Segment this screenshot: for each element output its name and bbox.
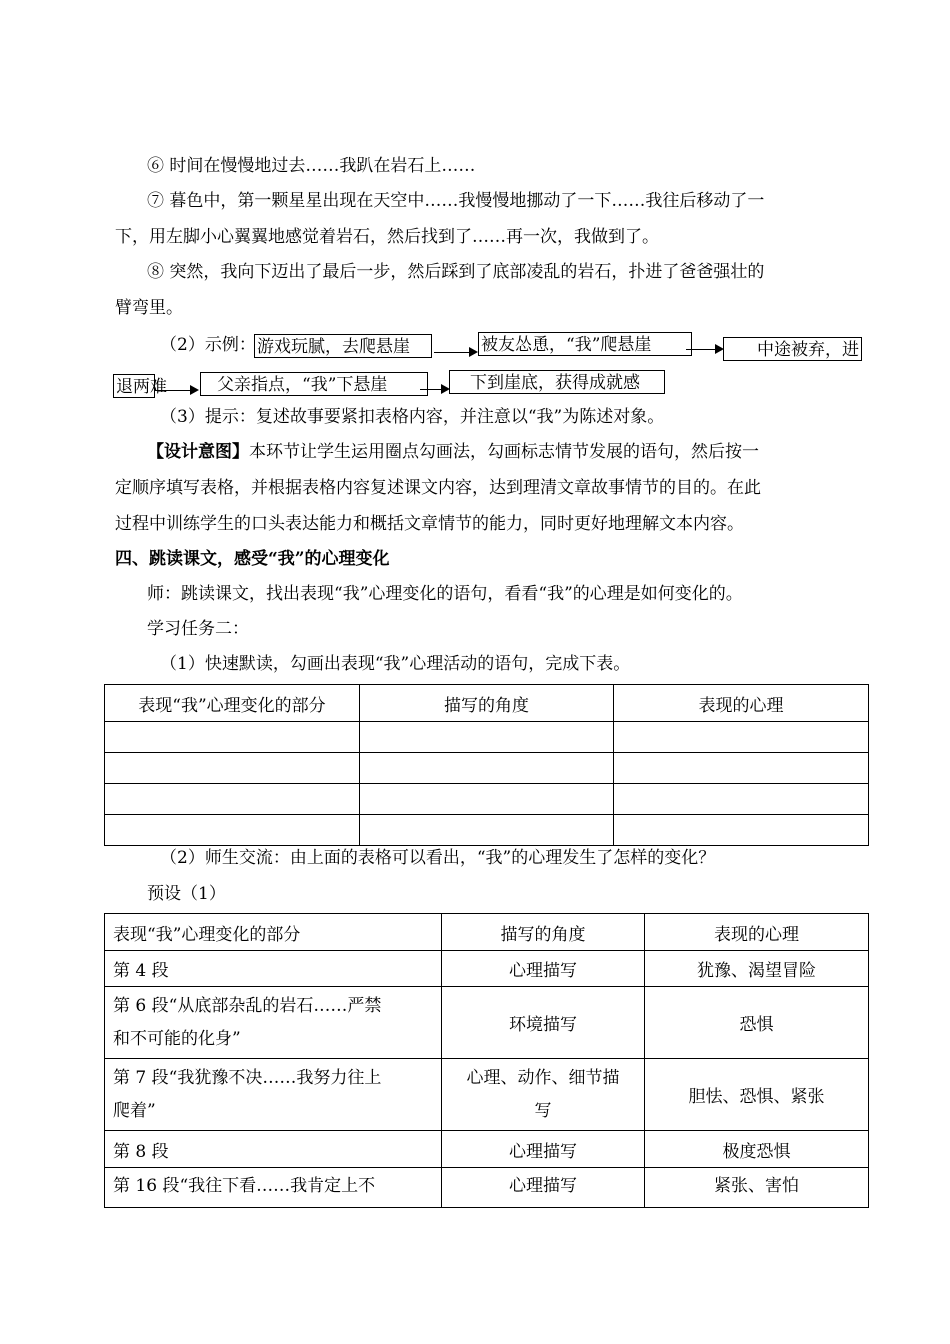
answer-header-angle: 描写的角度 <box>442 914 645 951</box>
flow-prefix: （2）示例： <box>160 335 256 355</box>
row-part: 第 8 段 <box>105 1131 442 1168</box>
blank-cell[interactable] <box>614 753 869 784</box>
row-mind: 恐惧 <box>645 987 869 1059</box>
blank-cell[interactable] <box>105 722 360 753</box>
row-angle: 心理描写 <box>442 1168 645 1208</box>
row-angle: 心理描写 <box>442 951 645 987</box>
row-angle <box>442 1059 645 1131</box>
flow-step-5: 下到崖底，获得成就感 <box>449 370 665 394</box>
table-row <box>105 1059 869 1131</box>
table-row <box>105 951 869 987</box>
blank-header-angle: 描写的角度 <box>360 685 614 722</box>
row-part <box>105 1059 442 1131</box>
preset-label: 预设（1） <box>147 884 226 904</box>
blank-header-mind: 表现的心理 <box>614 685 869 722</box>
row-angle-line-1: 心理、动作、细节描 <box>466 1067 620 1088</box>
blank-cell[interactable] <box>360 753 614 784</box>
flow-step-2: 被友怂恿，“我”爬悬崖 <box>478 332 692 356</box>
blank-cell[interactable] <box>360 815 614 846</box>
blank-cell[interactable] <box>360 722 614 753</box>
table-row <box>105 987 869 1059</box>
flow-step-1: 游戏玩腻，去爬悬崖 <box>254 334 432 358</box>
blank-header-part: 表现“我”心理变化的部分 <box>105 685 360 722</box>
flow-arrow-1 <box>434 352 476 353</box>
section-4-heading: 四、跳读课文，感受“我”的心理变化 <box>115 549 390 569</box>
answer-header-part: 表现“我”心理变化的部分 <box>105 914 442 951</box>
flow-step-3-continued: 退两难 <box>113 374 155 398</box>
task-step-1: （1）快速默读，勾画出表现“我”心理活动的语句，完成下表。 <box>160 654 631 674</box>
learning-task-2: 学习任务二： <box>147 619 249 639</box>
design-intent-line-3: 过程中训练学生的口头表达能力和概括文章情节的能力，同时更好地理解文本内容。 <box>115 514 744 534</box>
design-intent-text: 本环节让学生运用圈点勾画法，勾画标志情节发展的语句，然后按一 <box>249 442 759 462</box>
row-angle: 环境描写 <box>442 987 645 1059</box>
flow-step-4: 父亲指点，“我”下悬崖 <box>200 372 428 396</box>
blank-cell[interactable] <box>105 784 360 815</box>
answer-header-mind: 表现的心理 <box>645 914 869 951</box>
blank-cell[interactable] <box>614 815 869 846</box>
paragraph-6: ⑥ 时间在慢慢地过去……我趴在岩石上…… <box>147 156 476 176</box>
answer-table <box>104 913 869 1208</box>
flow-arrow-3 <box>155 390 197 391</box>
row-part-line-1: 第 7 段“我犹豫不决……我努力往上 <box>113 1067 382 1088</box>
row-part-line-2: 和不可能的化身” <box>113 1028 241 1049</box>
row-part <box>105 987 442 1059</box>
teacher-instruction: 师：跳读课文，找出表现“我”心理变化的语句，看看“我”的心理是如何变化的。 <box>147 584 743 604</box>
flow-step-3: 中途被弃，进 <box>723 337 862 361</box>
row-mind: 紧张、害怕 <box>645 1168 869 1208</box>
paragraph-7-line-2: 下，用左脚小心翼翼地感觉着岩石，然后找到了……再一次，我做到了。 <box>115 227 659 247</box>
row-angle-line-2: 写 <box>534 1100 552 1121</box>
row-mind: 极度恐惧 <box>645 1131 869 1168</box>
flow-arrow-4 <box>420 389 448 390</box>
design-intent-line-1 <box>147 440 759 464</box>
paragraph-8-line-1: ⑧ 突然，我向下迈出了最后一步，然后踩到了底部凌乱的岩石，扑进了爸爸强壮的 <box>147 262 765 282</box>
blank-worksheet-table <box>104 684 869 846</box>
row-part: 第 16 段“我往下看……我肯定上不 <box>105 1168 442 1208</box>
table-row <box>105 1168 869 1208</box>
table-row <box>105 1131 869 1168</box>
row-part-line-1: 第 6 段“从底部杂乱的岩石……严禁 <box>113 995 382 1016</box>
design-intent-line-2: 定顺序填写表格，并根据表格内容复述课文内容，达到理清文章故事情节的目的。在此 <box>115 478 761 498</box>
row-part-line-2: 爬着” <box>113 1100 156 1121</box>
paragraph-7-line-1: ⑦ 暮色中，第一颗星星出现在天空中……我慢慢地挪动了一下……我往后移动了一 <box>147 191 765 211</box>
row-part: 第 4 段 <box>105 951 442 987</box>
row-angle: 心理描写 <box>442 1131 645 1168</box>
paragraph-8-line-2: 臂弯里。 <box>115 298 183 318</box>
flow-arrow-2 <box>686 349 722 350</box>
design-intent-label: 【设计意图】 <box>147 442 249 462</box>
retelling-tip: （3）提示：复述故事要紧扣表格内容，并注意以“我”为陈述对象。 <box>160 407 665 427</box>
blank-cell[interactable] <box>614 722 869 753</box>
blank-cell[interactable] <box>614 784 869 815</box>
row-mind: 胆怯、恐惧、紧张 <box>645 1059 869 1131</box>
blank-cell[interactable] <box>105 753 360 784</box>
blank-cell[interactable] <box>360 784 614 815</box>
row-mind: 犹豫、渴望冒险 <box>645 951 869 987</box>
blank-cell[interactable] <box>105 815 360 846</box>
task-step-2: （2）师生交流：由上面的表格可以看出，“我”的心理发生了怎样的变化？ <box>160 848 716 868</box>
